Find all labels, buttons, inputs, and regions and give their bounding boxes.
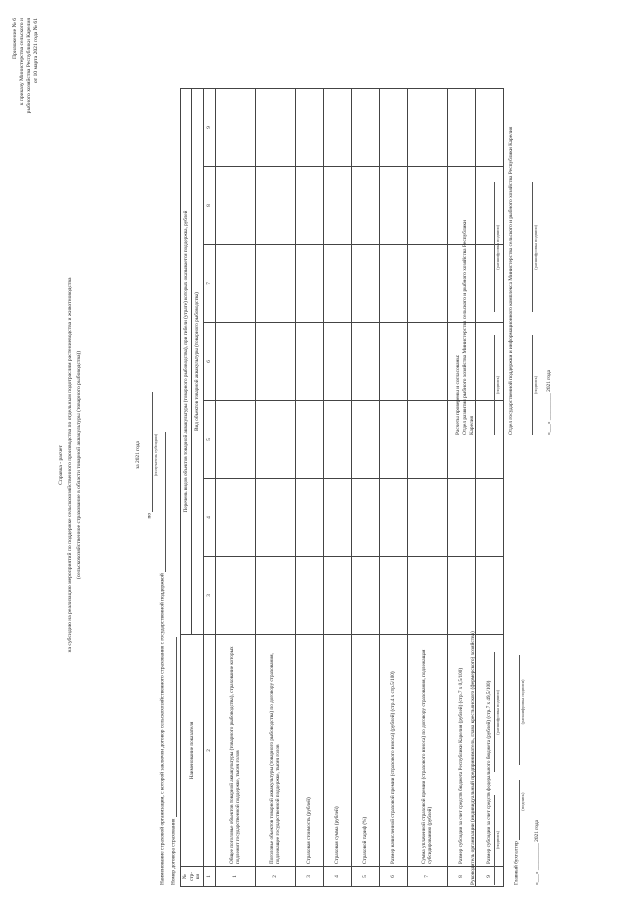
value-cell[interactable] [215,557,255,635]
index-cell: 1 [203,867,215,887]
row-name: Размер субсидии за счет средств бюджета Республики Карелия (рублей) (стр.7 х 0,5/100) [447,635,475,867]
value-cell[interactable] [295,245,323,323]
row-name: Страховая стоимость (рублей) [295,635,323,867]
group-header: Перечень видов объектов товарной аквакультуры (товарного рыбоводства), при гибели (утрате) которых оказывается поддержка, рублей [181,89,192,635]
accountant-label: Главный бухгалтер [512,841,519,885]
table-row [323,89,351,887]
recipient-prefix: по [146,512,152,519]
value-cell[interactable] [255,323,295,401]
head-sign-line [487,795,495,885]
appendix-line: от 10 марта 2021 года № 61 [32,18,39,84]
row-number: 4 [323,867,351,887]
row-name: Размер начисленной страховой премии (страхового взноса) (рублей) (стр.4 х стр.5/100) [379,635,407,867]
value-cell[interactable] [351,479,379,557]
row-name: Страховой тариф (%) [351,635,379,867]
index-cell: 7 [203,245,215,323]
value-cell[interactable] [323,89,351,167]
signatures-right [455,25,552,435]
value-cell[interactable] [351,557,379,635]
row-name: Поголовье объектов товарной аквакультуры (товарного рыбоводства) по договору страхования, подлежащее государственной поддержке, тысяч голов [255,635,295,867]
recipient-hint: (получатель субсидии) [152,433,158,477]
row-name: Страховая сумма (рублей) [323,635,351,867]
row-name: Общее поголовье объектов товарной аквакультуры (товарного рыбоводства), страхование которых подлежит государственной поддержке, тысяч голов [215,635,255,867]
index-cell: 5 [203,401,215,479]
table-row [351,89,379,887]
row-number: 2 [255,867,295,887]
index-cell: 4 [203,479,215,557]
col-name-header: Наименование показателя [181,635,204,867]
date2-year: 2021 года [545,369,552,392]
value-cell[interactable] [379,245,407,323]
value-cell[interactable] [379,401,407,479]
value-cell[interactable] [215,89,255,167]
value-cell[interactable] [379,557,407,635]
info-block [158,185,177,885]
row-number: 6 [379,867,407,887]
sign-hint: (подпись) [494,830,500,850]
name-hint: (расшифровка подписи) [494,689,500,735]
date2-prefix: «___» __________ [545,393,552,435]
row-number: 3 [295,867,323,887]
value-cell[interactable] [351,323,379,401]
value-cell[interactable] [407,89,447,167]
head-label: Руководитель организации (индивидуальный предприниматель, глава крестьянского (фермерского) хозяйства) [470,631,476,885]
document-title [58,245,85,685]
value-cell[interactable] [255,557,295,635]
sign-hint: (подпись) [532,375,538,395]
index-cell: 2 [203,635,215,867]
value-cell[interactable] [255,167,295,245]
value-cell[interactable] [295,89,323,167]
period-prefix: за [135,464,141,469]
value-cell[interactable] [295,479,323,557]
name-hint: (расшифровка подписи) [532,224,538,270]
name-hint: (расшифровка подписи) [519,679,525,725]
appendix-line: к приказу Министерства сельского и [18,18,25,106]
insurer-line [158,432,166,572]
value-cell[interactable] [323,245,351,323]
value-cell[interactable] [323,323,351,401]
value-cell[interactable] [351,245,379,323]
title-heading: Справка - расчет [58,445,64,485]
checked-label: Расчеты проверены и согласованы: [455,354,461,435]
dept1-label: Отдел развития рыбного хозяйства Министерства сельского и рыбного хозяйства Республики Карелия [461,220,475,435]
row-number: 7 [407,867,447,887]
table-row [407,89,447,887]
value-cell[interactable] [295,557,323,635]
value-cell[interactable] [323,479,351,557]
appendix-line: Приложение № 6 [12,18,18,59]
table-row [255,89,295,887]
value-cell[interactable] [255,401,295,479]
value-cell[interactable] [407,323,447,401]
value-cell[interactable] [215,479,255,557]
row-name: Сумма уплаченной страховой премии (страхового взноса) по договору страхования, подлежащая субсидированию (рублей) [407,635,447,867]
sign-hint: (подпись) [495,375,501,395]
period-year: 2021 года [135,441,141,463]
sign-hint: (подпись) [519,792,525,811]
row-number: 8 [447,867,475,887]
table-row [295,89,323,887]
recipient-line [145,392,153,512]
value-cell[interactable] [351,167,379,245]
head-name-line [487,652,495,772]
value-cell[interactable] [407,245,447,323]
value-cell[interactable] [379,167,407,245]
value-cell[interactable] [379,89,407,167]
name-hint: (расшифровка подписи) [495,224,501,270]
value-cell[interactable] [323,167,351,245]
value-cell[interactable] [323,557,351,635]
value-cell[interactable] [215,167,255,245]
sub-header: Вид объектов товарной аквакультуры (товарного рыбоводства) [192,89,203,635]
value-cell[interactable] [215,245,255,323]
accountant-sign-line [512,780,520,840]
dept1-name-line [487,182,495,312]
appendix-line: рыбного хозяйства Республики Карелия [25,18,32,114]
title-line: на субсидию на реализацию мероприятий по поддержке сельскохозяйственного производства по отдельным подотраслям растениеводства и животноводства [66,277,73,653]
date-year: 2021 года [534,819,541,842]
value-cell[interactable] [255,479,295,557]
value-cell[interactable] [323,401,351,479]
value-cell[interactable] [351,401,379,479]
col-num-header: № стр- ки [181,867,204,887]
value-cell[interactable] [295,323,323,401]
index-cell: 6 [203,323,215,401]
value-cell[interactable] [295,401,323,479]
index-cell: 3 [203,557,215,635]
accountant-name-line [512,655,520,765]
value-cell[interactable] [215,323,255,401]
row-number: 5 [351,867,379,887]
value-cell[interactable] [255,245,295,323]
value-cell[interactable] [407,167,447,245]
value-cell[interactable] [407,479,447,557]
signatures-left [470,465,541,885]
row-name: Размер субсидии за счет средств федерального бюджета (рублей) (стр.7 х 49,5/100) [475,635,503,867]
dept2-name-line [525,182,533,312]
table-row [379,89,407,887]
index-cell: 8 [203,167,215,245]
period-block [135,365,158,545]
dept1-sign-line [487,335,495,435]
row-number: 1 [215,867,255,887]
dept2-sign-line [525,335,533,435]
value-cell[interactable] [379,479,407,557]
insurer-label: Наименование страховой организации, с которой заключен договор сельскохозяйственного страхования с государственной поддержкой [159,573,166,885]
contract-line [169,637,177,817]
row-number: 9 [475,867,503,887]
value-cell[interactable] [407,557,447,635]
index-cell: 9 [203,89,215,167]
title-line: (сельскохозяйственное страхование в области товарной аквакультуры (товарного рыбоводства)) [75,350,82,580]
value-cell[interactable] [215,401,255,479]
value-cell[interactable] [407,401,447,479]
value-cell[interactable] [379,323,407,401]
table-row [215,89,255,887]
dept2-label: Отдел государственной поддержки и информационного комплекса Министерства сельского и рыбного хозяйства Республики Карелия [508,126,514,435]
date-prefix: «___» __________ [534,843,541,885]
value-cell[interactable] [351,89,379,167]
value-cell[interactable] [295,167,323,245]
contract-label: Номер договора страхования [170,818,177,885]
value-cell[interactable] [255,89,295,167]
appendix-block [12,18,40,178]
